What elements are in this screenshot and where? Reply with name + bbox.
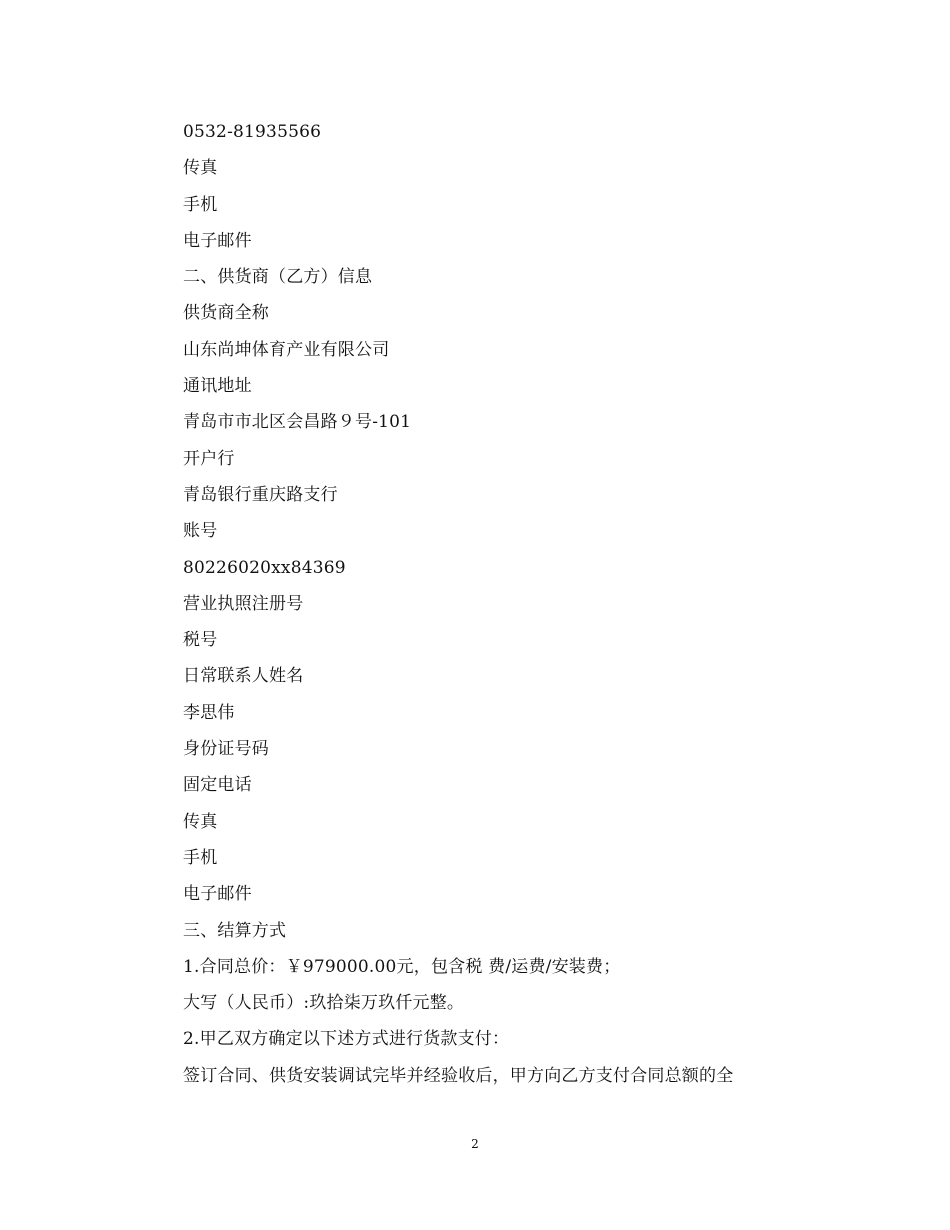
bank-value: 青岛银行重庆路支行 (183, 484, 338, 505)
supplier-fax-label: 传真 (183, 811, 218, 832)
buyer-email-label: 电子邮件 (183, 230, 252, 251)
payment-method-intro: 2.甲乙双方确定以下述方式进行货款支付： (183, 1029, 510, 1050)
supplier-mobile-label: 手机 (183, 847, 218, 868)
id-number-label: 身份证号码 (183, 739, 269, 760)
account-value: 80226020xx84369 (183, 557, 346, 578)
mailing-address-label: 通讯地址 (183, 376, 252, 397)
document-body (183, 118, 803, 1098)
business-license-label: 营业执照注册号 (183, 593, 304, 614)
landline-label: 固定电话 (183, 775, 252, 796)
supplier-email-label: 电子邮件 (183, 884, 252, 905)
phone-number-value: 0532-81935566 (183, 122, 322, 142)
section-heading-supplier-info: 二、供货商（乙方）信息 (183, 267, 373, 288)
supplier-name-label: 供货商全称 (183, 303, 269, 324)
buyer-fax-label: 传真 (183, 158, 218, 179)
supplier-name-value: 山东尚坤体育产业有限公司 (183, 339, 390, 360)
mailing-address-value: 青岛市市北区会昌路９号-101 (183, 412, 412, 433)
tax-id-label: 税号 (183, 630, 218, 651)
amount-in-words: 大写（人民币）:玖拾柒万玖仟元整。 (183, 993, 465, 1014)
payment-terms-line: 签订合同、供货安装调试完毕并经验收后，甲方向乙方支付合同总额的全 (183, 1065, 734, 1086)
buyer-mobile-label: 手机 (183, 194, 218, 215)
section-heading-settlement: 三、结算方式 (183, 920, 287, 941)
account-label: 账号 (183, 521, 218, 542)
bank-label: 开户行 (183, 448, 235, 469)
page-number: 2 (471, 1137, 479, 1151)
contract-total-price: 1.合同总价：￥979000.00元，包含税 费/运费/安装费； (183, 956, 621, 977)
contact-name-value: 李思伟 (183, 702, 235, 723)
contact-name-label: 日常联系人姓名 (183, 666, 304, 687)
